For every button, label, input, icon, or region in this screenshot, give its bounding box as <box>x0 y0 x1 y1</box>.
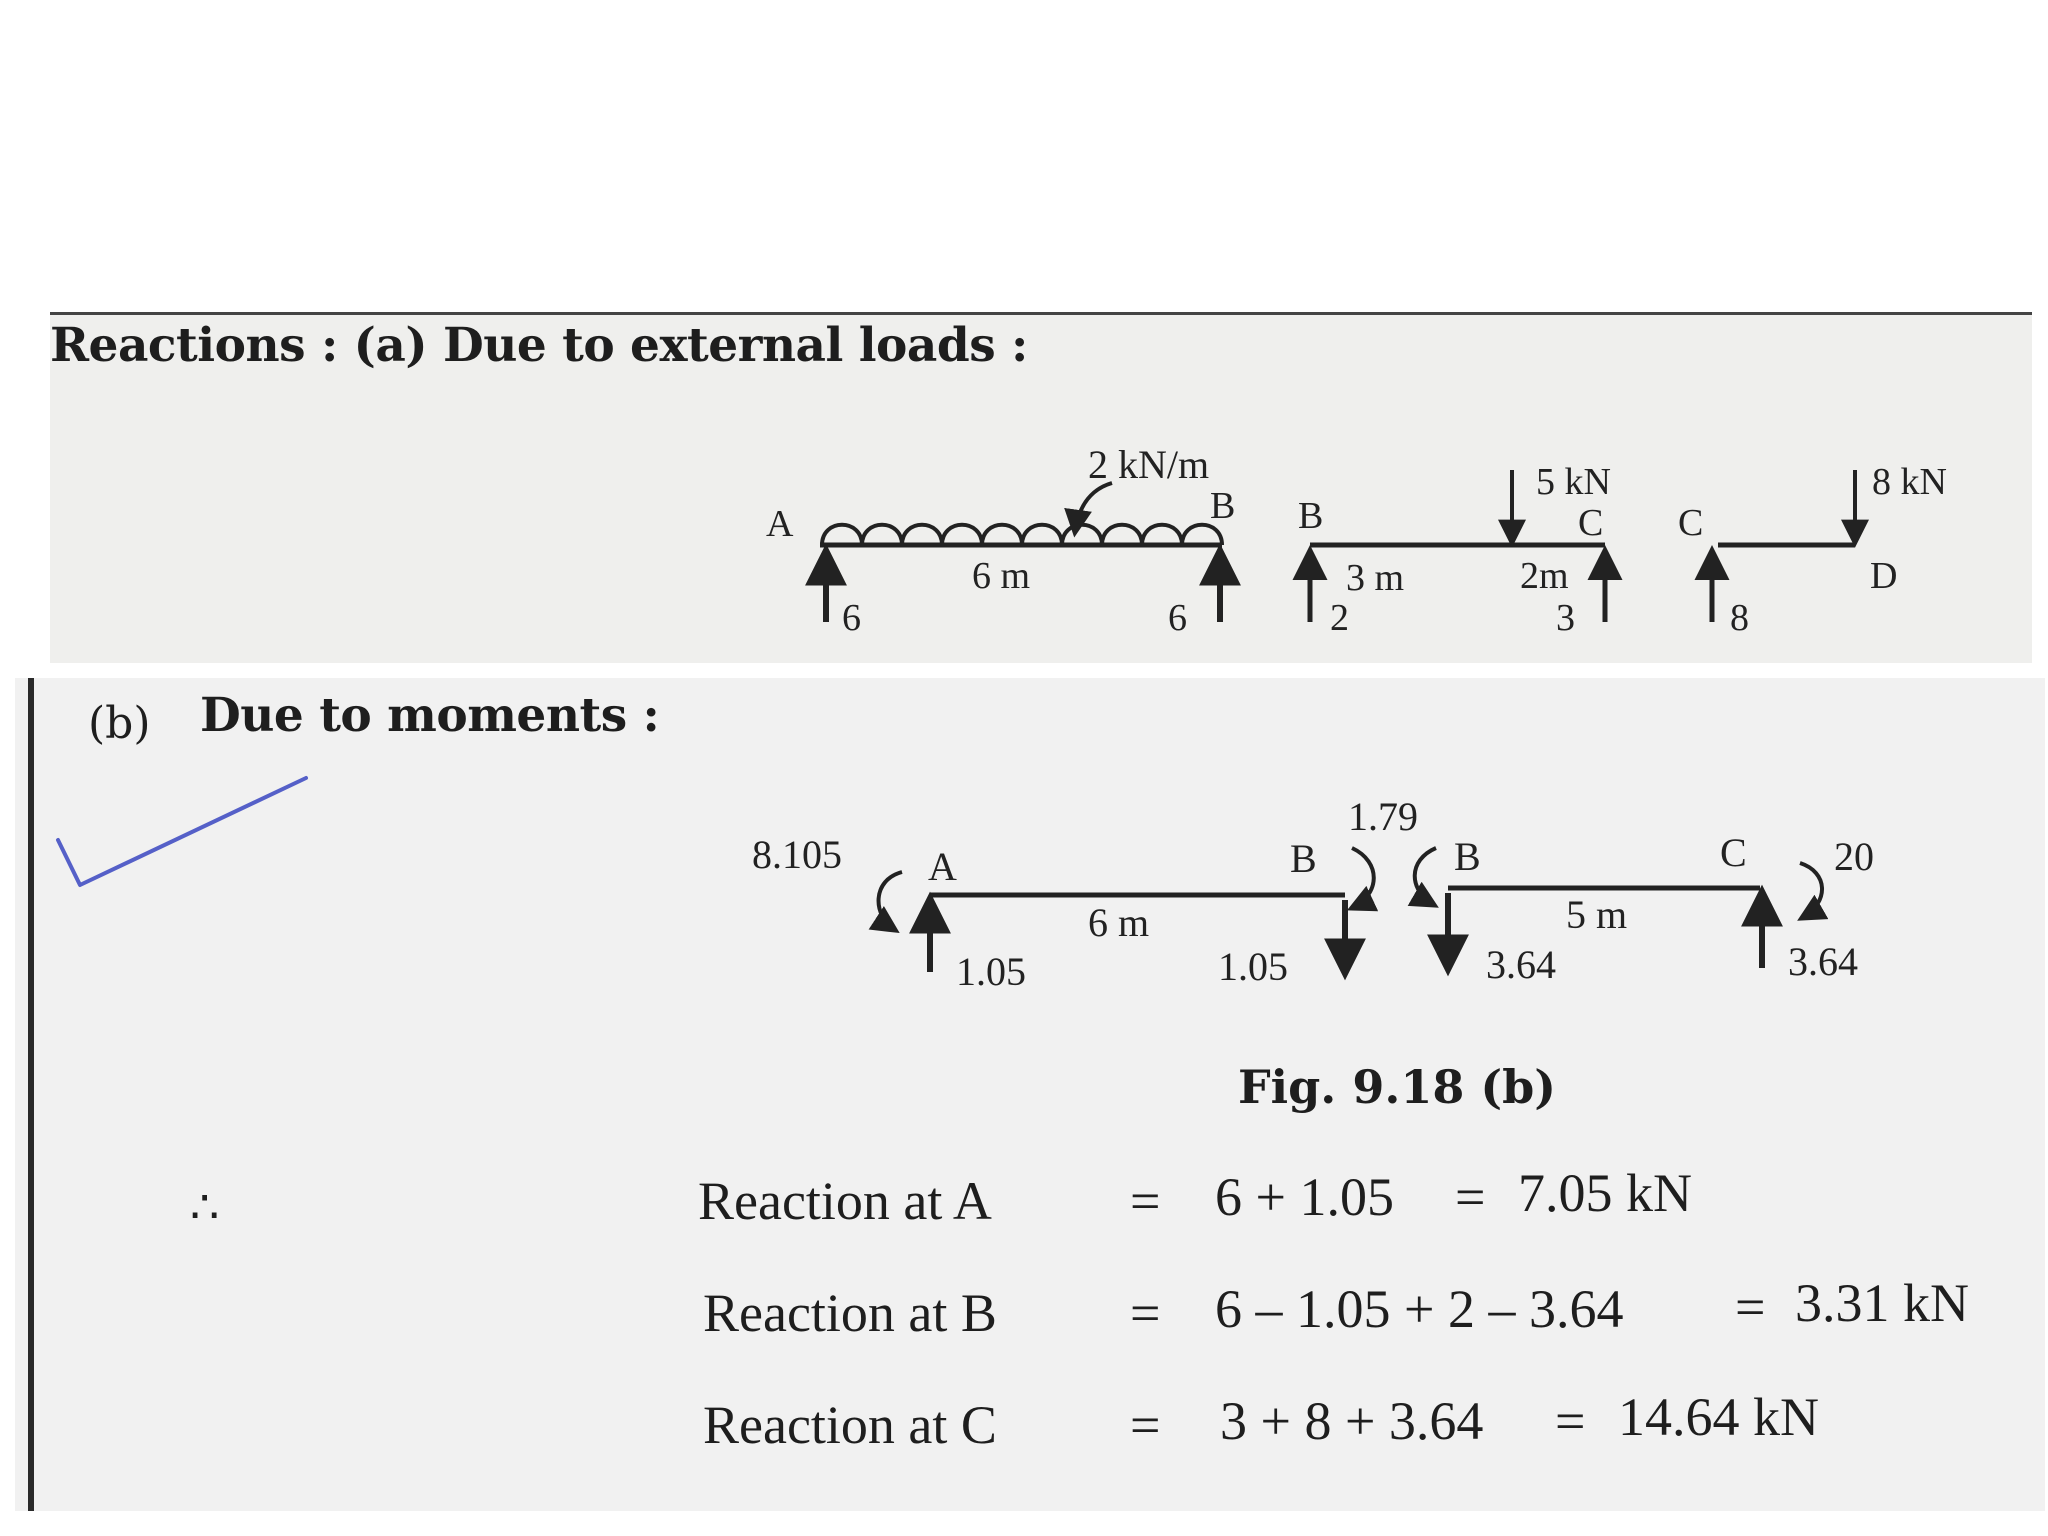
node-b-label: B <box>1210 485 1236 527</box>
pen-check-mark <box>58 778 306 885</box>
equation-c-label: Reaction at C <box>703 1395 997 1455</box>
reaction-moment-c: 3.64 <box>1788 939 1858 984</box>
span-left-label: 3 m <box>1346 557 1405 599</box>
equation-a-label: Reaction at A <box>698 1171 992 1231</box>
reaction-moment-b2: 3.64 <box>1486 942 1556 987</box>
beam-bc-moments <box>1415 830 1874 987</box>
reaction-value-a: 6 <box>842 597 861 639</box>
span-moment-label: 6 m <box>1088 900 1150 945</box>
moment-value-a: 8.105 <box>752 832 842 877</box>
beam-cd-external <box>1678 461 1947 639</box>
equation-a-equals-2: = <box>1455 1167 1486 1227</box>
reaction-value-b: 6 <box>1168 597 1187 639</box>
reaction-value-c2: 8 <box>1730 597 1749 639</box>
point-load-label: 5 kN <box>1536 461 1611 503</box>
node-a-label: A <box>766 503 794 545</box>
udl-label: 2 kN/m <box>1088 442 1210 487</box>
reaction-moment-b: 1.05 <box>1218 944 1288 989</box>
equation-b-label: Reaction at B <box>703 1283 997 1343</box>
beam-ab-moments <box>752 832 1374 994</box>
section-a-heading: Reactions : (a) Due to external loads : <box>50 318 1028 373</box>
beam-bc-external <box>1298 461 1611 639</box>
figure-caption: Fig. 9.18 (b) <box>1238 1060 1557 1114</box>
moment-arc-c <box>1800 863 1822 918</box>
equation-b-result: 3.31 kN <box>1795 1273 1969 1333</box>
equation-c-expression: 3 + 8 + 3.64 <box>1220 1391 1484 1451</box>
equation-a-expression: 6 + 1.05 <box>1215 1167 1394 1227</box>
reaction-value-c: 3 <box>1556 597 1575 639</box>
equation-c-equals: = <box>1130 1395 1161 1455</box>
node-b2-label: B <box>1298 495 1324 537</box>
moment-value-b: 1.79 <box>1348 794 1418 839</box>
node-d-label: D <box>1870 555 1898 597</box>
moment-arc-a <box>879 872 902 930</box>
equation-c-equals-2: = <box>1555 1391 1586 1451</box>
section-b-label: (b) <box>88 698 151 749</box>
node-c-label: C <box>1578 502 1604 544</box>
equation-b-expression: 6 – 1.05 + 2 – 3.64 <box>1215 1279 1624 1339</box>
node-c-moment-label: C <box>1720 830 1747 875</box>
beam-ab-external <box>766 442 1235 639</box>
equation-a-equals: = <box>1130 1171 1161 1231</box>
moment-arc-b-left <box>1352 848 1374 908</box>
moment-value-c: 20 <box>1834 834 1874 879</box>
span-right-label: 2m <box>1520 555 1569 597</box>
equation-c-result: 14.64 kN <box>1618 1387 1819 1447</box>
section-b-heading: Due to moments : <box>200 688 660 743</box>
equation-b-equals-2: = <box>1735 1277 1766 1337</box>
node-a-moment-label: A <box>928 844 957 889</box>
equation-a-result: 7.05 kN <box>1518 1163 1692 1223</box>
point-load-label-d: 8 kN <box>1872 461 1947 503</box>
node-b-moment-label: B <box>1290 836 1317 881</box>
reaction-moment-a: 1.05 <box>956 949 1026 994</box>
node-c2-label: C <box>1678 502 1704 544</box>
node-b-moment-label-2: B <box>1454 834 1481 879</box>
reaction-value-b2: 2 <box>1330 597 1349 639</box>
therefore-symbol: ∴ <box>190 1182 220 1233</box>
span-moment-label-2: 5 m <box>1566 892 1628 937</box>
equation-b-equals: = <box>1130 1283 1161 1343</box>
span-label: 6 m <box>972 555 1031 597</box>
udl-loops <box>822 525 1222 545</box>
moment-arc-b-right <box>1415 848 1436 905</box>
